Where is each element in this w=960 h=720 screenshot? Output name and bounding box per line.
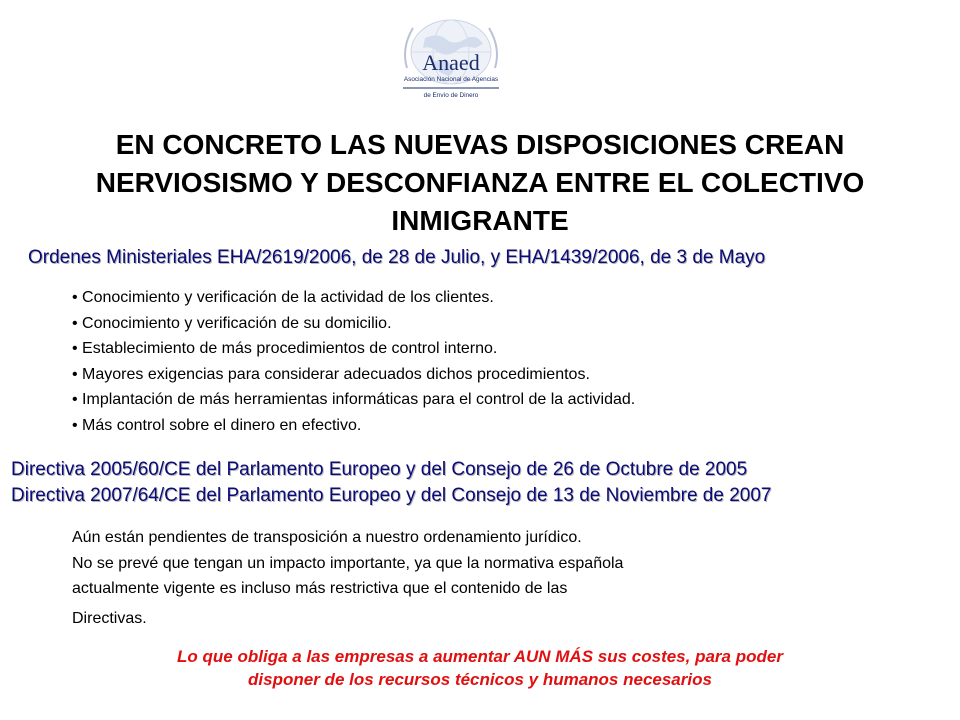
list-item: • Conocimiento y verificación de la actividad de los clientes. (72, 285, 635, 311)
page-title (20, 126, 940, 240)
list-item: • Mayores exigencias para considerar adecuados dichos procedimientos. (72, 362, 635, 388)
directivas-paragraph (72, 525, 892, 631)
anaed-logo (395, 18, 507, 102)
list-item: • Conocimiento y verificación de su domicilio. (72, 311, 635, 337)
list-item: • Implantación de más herramientas informáticas para el control de la actividad. (72, 387, 635, 413)
ordenes-list (72, 285, 635, 439)
paragraph-line: Aún están pendientes de transposición a nuestro ordenamiento jurídico. (72, 529, 582, 546)
globe-icon (395, 18, 507, 102)
list-item: • Más control sobre el dinero en efectivo. (72, 413, 635, 439)
paragraph-line: actualmente vigente es incluso más restrictiva que el contenido de las (72, 580, 568, 597)
conclusion-line-1: Lo que obliga a las empresas a aumentar AUN MÁS sus costes, para poder (177, 647, 783, 666)
title-line-3: INMIGRANTE (391, 205, 569, 236)
paragraph-line: Directivas. (72, 609, 147, 627)
conclusion-line-2: disponer de los recursos técnicos y humanos necesarios (248, 670, 712, 689)
ordenes-heading: Ordenes Ministeriales EHA/2619/2006, de 28 de Julio, y EHA/1439/2006, de 3 de Mayo (28, 247, 766, 268)
list-item: • Establecimiento de más procedimientos de control interno. (72, 336, 635, 362)
conclusion-text (20, 645, 940, 691)
paragraph-line: No se prevé que tengan un impacto importante, ya que la normativa española (72, 554, 624, 572)
logo-name: Anaed (422, 50, 480, 75)
logo-subtitle-2: de Envío de Dinero (423, 92, 479, 99)
title-line-1: EN CONCRETO LAS NUEVAS DISPOSICIONES CREAN (115, 129, 845, 160)
directiva-2005-heading: Directiva 2005/60/CE del Parlamento Europeo y del Consejo de 26 de Octubre de 2005 (11, 459, 748, 480)
title-line-2: NERVIOSISMO Y DESCONFIANZA ENTRE EL COLECTIVO (95, 167, 865, 198)
logo-subtitle-1: Asociación Nacional de Agencias (403, 76, 499, 83)
directiva-2007-heading: Directiva 2007/64/CE del Parlamento Europeo y del Consejo de 13 de Noviembre de 2007 (11, 485, 772, 506)
